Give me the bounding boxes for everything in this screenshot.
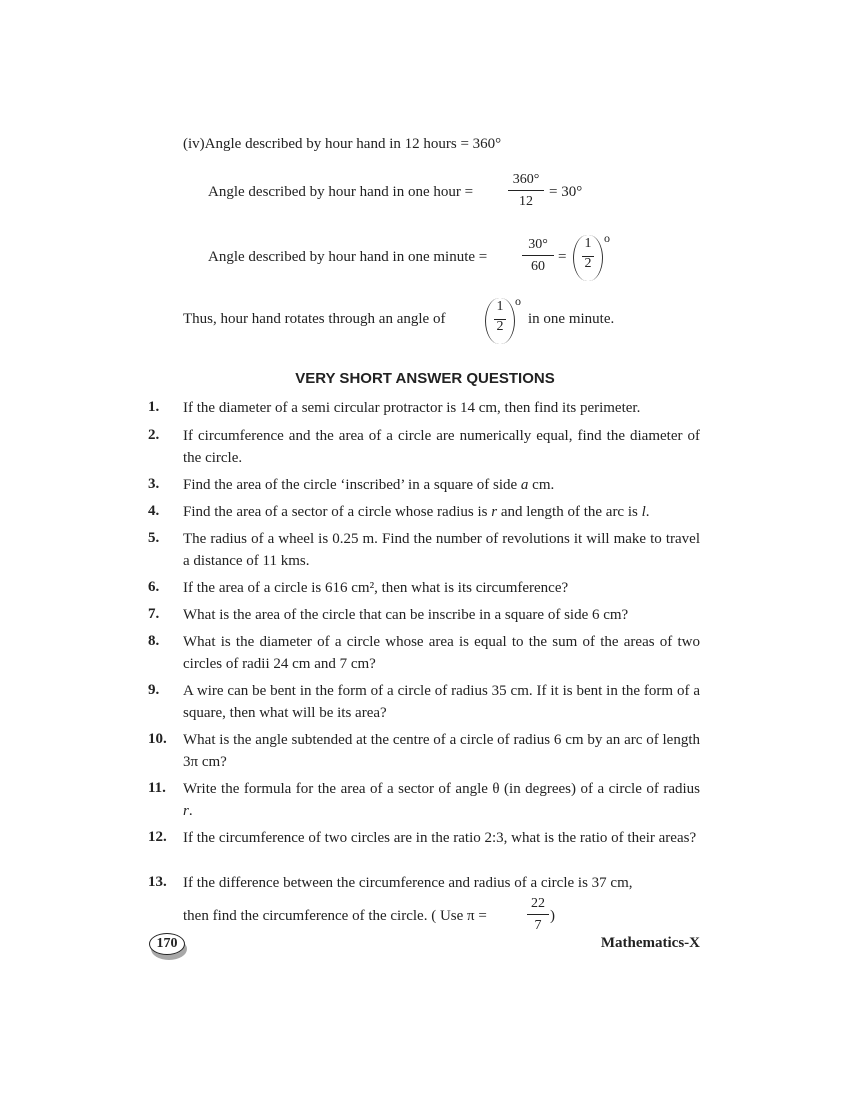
book-title: Mathematics-X bbox=[600, 935, 700, 951]
question-number: 1. bbox=[148, 399, 160, 415]
question-text: The radius of a wheel is 0.25 m. Find the number of revolutions it will make to travel a distance of 11 kms. bbox=[183, 531, 700, 569]
math-variable: r bbox=[183, 803, 189, 819]
question-text-part: . bbox=[188, 803, 193, 819]
question-number: 8. bbox=[148, 633, 160, 649]
question-text-part: . bbox=[645, 504, 650, 520]
question-text: If the area of a circle is 616 cm², then what is its circumference? bbox=[183, 580, 569, 596]
page-number-badge bbox=[149, 933, 187, 957]
half-in-parentheses bbox=[573, 235, 603, 281]
question-text: If the diameter of a semi circular protractor is 14 cm, then find its perimeter. bbox=[183, 400, 641, 416]
section-heading: VERY SHORT ANSWER QUESTIONS bbox=[295, 370, 555, 387]
question-number: 5. bbox=[148, 530, 160, 546]
question-number: 7. bbox=[148, 606, 160, 622]
question-text: A wire can be bent in the form of a circle of radius 35 cm. If it is bent in the form of a square, then what will be its area? bbox=[183, 683, 700, 721]
question-number: 11. bbox=[148, 780, 166, 796]
half-numerator: 1 bbox=[496, 299, 504, 314]
question-number: 10. bbox=[148, 731, 167, 747]
question-number: 3. bbox=[148, 476, 160, 492]
question-number: 12. bbox=[148, 829, 167, 845]
question-number: 9. bbox=[148, 682, 160, 698]
half-numerator: 1 bbox=[584, 236, 592, 251]
page-number: 170 bbox=[149, 933, 185, 955]
solution-line-3-text: Angle described by hour hand in one minute = bbox=[208, 249, 488, 265]
question-text: If circumference and the area of a circle are numerically equal, find the diameter of the circle. bbox=[183, 428, 700, 466]
math-variable: r bbox=[491, 504, 498, 520]
solution-line-1: (iv)Angle described by hour hand in 12 hours = 360° bbox=[183, 136, 502, 152]
math-variable: l bbox=[641, 504, 646, 520]
question-text: If the difference between the circumference and radius of a circle is 37 cm, bbox=[183, 875, 633, 891]
question-number: 4. bbox=[148, 503, 160, 519]
fraction-numerator: 30° bbox=[522, 237, 554, 256]
question-text-part: and length of the arc is bbox=[497, 504, 642, 520]
fraction-denominator: 7 bbox=[534, 918, 542, 933]
solution-line-2-text: Angle described by hour hand in one hour = bbox=[208, 184, 474, 200]
question-number: 2. bbox=[148, 427, 160, 443]
question-number: 6. bbox=[148, 579, 160, 595]
question-text: What is the angle subtended at the centre of a circle of radius 6 cm by an arc of length 3π cm? bbox=[183, 732, 700, 770]
fraction-denominator: 12 bbox=[519, 194, 533, 209]
question-text bbox=[183, 778, 700, 822]
half-denominator: 2 bbox=[584, 256, 592, 271]
question-text: What is the area of the circle that can be inscribe in a square of side 6 cm? bbox=[183, 607, 629, 623]
fraction-360-over-12 bbox=[508, 172, 544, 210]
half-denominator: 2 bbox=[496, 319, 504, 334]
conclusion-text: Thus, hour hand rotates through an angle of bbox=[183, 311, 446, 327]
degree-mark: o bbox=[515, 294, 521, 308]
conclusion-end: in one minute. bbox=[528, 311, 615, 327]
half-in-parentheses bbox=[485, 298, 515, 344]
fraction-denominator: 60 bbox=[531, 259, 545, 274]
solution-line-2-result: = 30° bbox=[549, 184, 583, 200]
fraction-numerator: 360° bbox=[508, 172, 544, 191]
question-text: What is the diameter of a circle whose area is equal to the sum of the areas of two circles of radii 24 cm and 7 cm? bbox=[183, 634, 700, 672]
question-text-part: Find the area of a sector of a circle whose radius is bbox=[183, 504, 492, 520]
question-text-continuation: then find the circumference of the circle. ( Use π = bbox=[183, 908, 487, 924]
fraction-22-over-7 bbox=[527, 896, 549, 934]
question-text bbox=[183, 501, 700, 523]
equals-sign: = bbox=[558, 249, 567, 265]
closing-parenthesis: ) bbox=[550, 908, 555, 924]
question-text-part: Find the area of the circle ‘inscribed’ in a square of side bbox=[183, 477, 521, 493]
question-text: If the circumference of two circles are in the ratio 2:3, what is the ratio of their areas? bbox=[183, 830, 697, 846]
fraction-30-over-60 bbox=[522, 237, 554, 275]
question-text-part: Write the formula for the area of a sector of angle θ (in degrees) of a circle of radius bbox=[183, 781, 700, 797]
math-variable: a bbox=[520, 477, 529, 493]
fraction-numerator: 22 bbox=[527, 896, 549, 915]
question-text bbox=[183, 474, 700, 496]
question-text-part: cm. bbox=[528, 477, 555, 493]
question-number: 13. bbox=[148, 874, 167, 890]
degree-mark: o bbox=[604, 231, 610, 245]
